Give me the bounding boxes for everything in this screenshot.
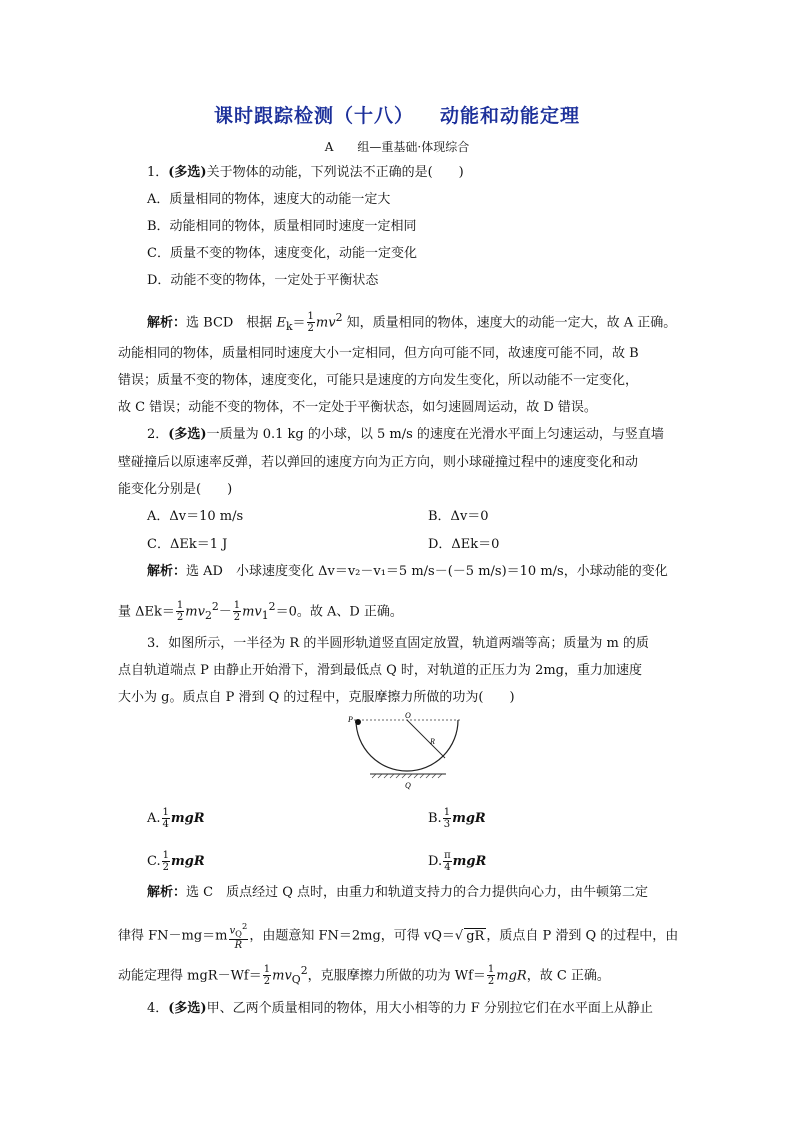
ground-hatching [372, 774, 442, 778]
q2-fraction-2: $\frac{1}{2}$ [233, 600, 241, 624]
q3-opt-a-den: 4 [162, 819, 169, 830]
q4-tag: (多选) [168, 1001, 207, 1016]
q1-exp-pre: 选 BCD 根据 [186, 315, 277, 331]
q3-opt-a-num: 1 [162, 807, 169, 818]
page-title [0, 101, 794, 128]
q3-opt-d-frac [443, 850, 452, 873]
q3-opt-c-tail: mgR [171, 854, 205, 869]
q2-option-c: C．ΔEk＝1 J [147, 537, 228, 552]
q3-text-1: 3．如图所示，一半径为 R 的半圆形轨道竖直固定放置，轨道两端等高；质量为 m 的质 [147, 636, 649, 651]
q1-exp-line-3: 故 C 错误；动能不变的物体，不一定处于平衡状态，如匀速圆周运动，故 D 错误。 [118, 400, 597, 415]
q3-exp-2-pre: 律得 FN－mg＝m [118, 928, 228, 944]
q2-fraction-1: $\frac{1}{2}$ [176, 600, 184, 624]
q3-fraction-vq2-r: $\frac{v_Q^2}{R}$ [229, 921, 248, 952]
q3-exp-line-3: 动能定理得 mgR－Wf＝ $\frac{1}{2}$ $mv_Q^2$，克服摩擦力所做的功为 Wf＝ $\frac{1}{2}$ mgR，故 C 正确。 [118, 964, 610, 988]
q1-option-d: D．动能不变的物体，一定处于平衡状态 [147, 273, 379, 288]
q4-stem [147, 1000, 653, 1018]
q3-opt-a-tail: mgR [170, 811, 205, 826]
label-p: P [348, 715, 353, 724]
radius-line [407, 720, 445, 758]
q3-opt-d-den: 4 [444, 862, 451, 873]
q3-fraction-1: $\frac{1}{2}$ [263, 964, 271, 988]
q3-option-d [428, 850, 486, 873]
q3-opt-a-letter: A. [147, 811, 161, 826]
q1-exp-line-1: 动能相同的物体，质量相同时速度大小一定相同，但方向可能不同，故速度可能不同，故 B [118, 346, 639, 361]
label-o: O [405, 712, 411, 720]
q2-text-1: 一质量为 0.1 kg 的小球，以 5 m/s 的速度在光滑水平面上匀速运动，与竖直墙 [206, 427, 664, 442]
q2-text-3: 能变化分别是( ) [118, 482, 233, 497]
q3-opt-d-tail: mgR [452, 854, 487, 869]
q3-exp-line-1: 选 C 质点经过 Q 点时，由重力和轨道支持力的合力提供向心力，由牛顿第二定 [186, 885, 649, 900]
q3-exp-2-post: ，质点自 P 滑到 Q 的过程中，由 [486, 928, 679, 944]
q2-option-a: A．Δv＝10 m/s [147, 509, 244, 524]
q3-opt-b-frac [443, 807, 451, 830]
q3-opt-d-num: π [444, 850, 451, 861]
q2-exp-line-2: 量 ΔEk＝ $\frac{1}{2}$ $mv_2^2-$ $\frac{1}{2}$ $mv_1^2=0$。故 A、D 正确。 [118, 600, 403, 624]
q2-text-2: 壁碰撞后以原速率反弹，若以弹回的速度方向为正方向，则小球碰撞过程中的速度变化和动 [118, 455, 639, 470]
q1-exp-line-2: 错误；质量不变的物体，速度变化，可能只是速度的方向发生变化，所以动能不一定变化， [118, 373, 639, 388]
q2-exp-pre: 量 ΔEk＝ [118, 604, 175, 620]
section-heading: A 组—重基础·体现综合 [324, 140, 470, 154]
q2-exp-line-1: 选 AD 小球速度变化 Δv＝v₂－v₁＝5 m/s－(－5 m/s)＝10 m/s，小球动能的变化 [186, 564, 668, 579]
title-right: 动能和动能定理 [440, 105, 581, 127]
q4-number: 4． [147, 1001, 169, 1016]
q3-opt-b-letter: B. [428, 811, 442, 826]
q3-exp-3-mid: ，克服摩擦力所做的功为 Wf＝ [307, 968, 486, 984]
q1-option-c: C．质量不变的物体，速度变化，动能一定变化 [147, 246, 417, 261]
q3-option-c [147, 850, 205, 873]
q3-explanation [147, 884, 648, 902]
q3-opt-c-letter: C. [147, 854, 161, 869]
q1-fraction: $\frac{1}{2}$ [307, 311, 314, 335]
q3-option-a [147, 807, 205, 830]
q3-fraction-2: $\frac{1}{2}$ [487, 964, 495, 988]
q3-opt-c-den: 2 [162, 862, 169, 873]
q1-text: 关于物体的动能，下列说法不正确的是( ) [206, 165, 464, 180]
q1-exp-after: 知，质量相同的物体，速度大的动能一定大，故 A 正确。 [342, 315, 677, 331]
q3-exp-3-pre: 动能定理得 mgR－Wf＝ [118, 968, 262, 984]
q3-opt-d-letter: D. [428, 854, 443, 869]
q3-option-b [428, 807, 486, 830]
semicircle-track [356, 720, 458, 771]
q2-stem [147, 426, 664, 444]
q3-opt-c-num: 1 [162, 850, 169, 861]
q3-sqrt-gr: gR [466, 928, 485, 944]
q3-opt-b-den: 3 [443, 819, 451, 830]
q1-option-b: B．动能相同的物体，质量相同时速度一定相同 [147, 219, 417, 234]
q1-stem [147, 164, 464, 182]
semicircle-track-figure [346, 712, 466, 794]
label-q: Q [405, 781, 411, 790]
label-r: R [430, 737, 435, 746]
mass-point [355, 719, 361, 725]
q4-text: 甲、乙两个质量相同的物体，用大小相等的力 F 分别拉它们在水平面上从静止 [206, 1001, 653, 1016]
q2-explanation [147, 563, 668, 581]
q2-option-d: D．ΔEk＝0 [428, 537, 500, 552]
q3-exp-2-mid: ，由题意知 FN＝2mg，可得 vQ＝ [249, 928, 455, 944]
q2-number: 2． [147, 427, 169, 442]
q3-opt-c-frac [162, 850, 170, 873]
q1-option-a: A．质量相同的物体，速度大的动能一定大 [147, 192, 391, 207]
q3-text-2: 点自轨道端点 P 由静止开始滑下，滑到最低点 Q 时，对轨道的正压力为 2mg，重力加速度 [118, 663, 642, 678]
q3-exp-line-2: 律得 FN－mg＝m $\frac{v_Q^2}{R}$ ，由题意知 FN＝2mg，可得 vQ＝√ gR ，质点自 P 滑到 Q 的过程中，由 [118, 921, 679, 952]
q1-number: 1． [147, 165, 169, 180]
q3-exp-label: 解析： [147, 885, 187, 900]
q3-opt-a-frac [162, 807, 170, 830]
q1-exp-label: 解析： [147, 315, 187, 331]
q3-exp-3-post: ，故 C 正确。 [526, 968, 610, 984]
q1-tag: (多选) [168, 165, 207, 180]
title-left: 课时跟踪检测（十八） [213, 105, 414, 127]
q2-exp-label: 解析： [147, 564, 187, 579]
q3-text-3: 大小为 g。质点自 P 滑到 Q 的过程中，克服摩擦力所做的功为( ) [118, 690, 515, 705]
q2-tag: (多选) [168, 427, 207, 442]
q1-explanation: 解析：选 BCD 根据 $E_k=$ $\frac{1}{2}$ $mv^2$ 知，质量相同的物体，速度大的动能一定大，故 A 正确。 [147, 311, 677, 335]
q2-option-b: B．Δv＝0 [428, 509, 489, 524]
q2-exp-post: ＝0。故 A、D 正确。 [275, 604, 403, 620]
q3-opt-b-tail: mgR [452, 811, 486, 826]
q3-opt-b-num: 1 [443, 807, 451, 818]
